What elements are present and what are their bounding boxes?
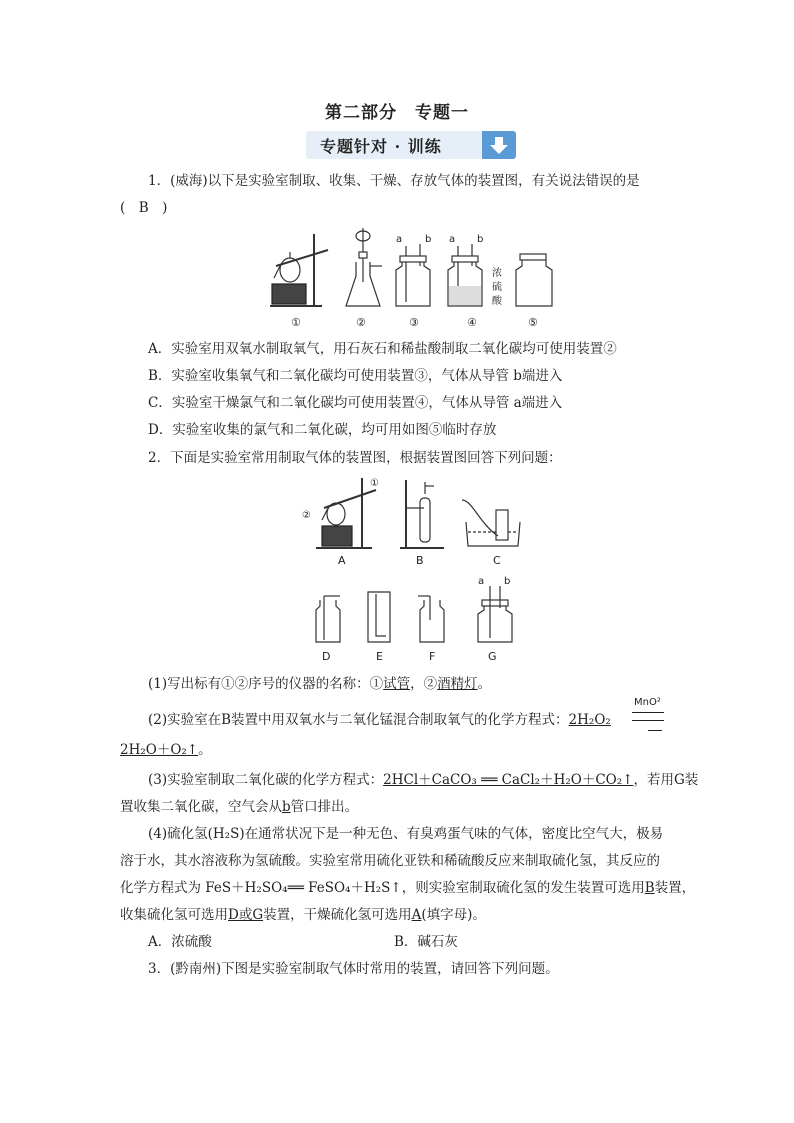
section-banner <box>306 131 516 159</box>
page-title: 第二部分 专题一 <box>325 103 469 123</box>
q2-part4-end: (填字母)。 <box>421 907 486 923</box>
q2-part4-answer-generator: B <box>644 880 655 896</box>
apparatus-5-jar <box>516 254 552 306</box>
q1-fig-label-2: ② <box>356 316 366 329</box>
q1-acid-label-3: 酸 <box>492 296 502 307</box>
q2-part3-equation: 2HCl＋CaCO₃ ══ CaCl₂＋H₂O＋CO₂↑ <box>383 772 634 788</box>
q2-part4-dry-text: 装置，干燥硫化氢可选用 <box>263 907 412 923</box>
q2-part1 <box>148 675 491 693</box>
q2-part3-mid: ，若用G装 <box>633 772 699 788</box>
q1-apparatus-figure <box>266 222 566 334</box>
q2-part2-line2 <box>120 741 212 759</box>
q2-part2-equals-sign <box>632 712 664 721</box>
apparatus-a-heating <box>316 478 376 548</box>
q2-part2-condition: MnO² <box>634 697 661 708</box>
q2-label-g: G <box>488 650 497 663</box>
apparatus-4-drying <box>448 244 482 306</box>
q2-part4-answer-collect: D或G <box>228 907 264 923</box>
q2-part1-answer-1: 试管 <box>383 676 411 692</box>
q2-part4-line1: (4)硫化氢(H₂S)在通常状况下是一种无色、有臭鸡蛋气味的气体，密度比空气大，极易 <box>148 826 664 842</box>
q2-part4-line4 <box>120 906 486 924</box>
q2-label-a: A <box>338 554 346 567</box>
q1-fig-label-5: ⑤ <box>528 316 538 329</box>
q3-stem: 3．(黔南州)下图是实验室制取气体时常用的装置，请回答下列问题。 <box>148 961 559 977</box>
q1-tube-a-label-4: a <box>449 234 456 245</box>
q2-label-e: E <box>376 650 383 663</box>
apparatus-e-bottle <box>368 592 390 642</box>
q2-part3-answer: b <box>282 799 291 815</box>
q2-part4-line2: 溶于水，其水溶液称为氢硫酸。实验室常用硫化亚铁和稀硫酸反应来制取硫化氢，其反应的 <box>120 853 660 869</box>
q2-tube-a-label: a <box>478 576 485 587</box>
banner-text: 专题针对 · 训练 <box>320 137 442 156</box>
q1-option-b: B．实验室收集氧气和二氧化碳均可使用装置③，气体从导管 b端进入 <box>148 368 563 384</box>
q2-part4-line3-end: 装置， <box>654 880 696 896</box>
q2-part4-collect-text: 收集硫化氢可选用 <box>120 907 228 923</box>
q1-acid-label-2: 硫 <box>492 282 502 293</box>
apparatus-g-bottle <box>478 586 512 642</box>
q2-part4-answer-dry: A <box>411 907 422 923</box>
q2-part4-option-a: A．浓硫酸 <box>148 934 212 950</box>
q2-part4-line3 <box>120 879 695 897</box>
q2-part1-prefix: (1)写出标有①②序号的仪器的名称：① <box>148 676 384 692</box>
q2-part3-line2 <box>120 798 358 816</box>
q1-tube-b-label-4: b <box>477 234 484 245</box>
q2-part2-text: (2)实验室在B装置中用双氧水与二氧化锰混合制取氧气的化学方程式： <box>148 712 569 728</box>
apparatus-b-tube <box>400 480 444 548</box>
q1-option-a: A．实验室用双氧水制取氧气，用石灰石和稀盐酸制取二氧化碳均可使用装置② <box>148 341 617 357</box>
q2-part2-dash <box>648 730 662 731</box>
q1-acid-label-1: 浓 <box>492 268 502 279</box>
q2-part3-end: 管口排出。 <box>290 799 359 815</box>
q2-marker-2: ② <box>302 510 311 521</box>
q1-fig-label-3: ③ <box>409 316 419 329</box>
q2-label-d: D <box>322 650 331 663</box>
q2-tube-b-label: b <box>504 576 511 587</box>
q2-label-f: F <box>429 650 436 663</box>
q1-answer: ( B ) <box>120 200 168 216</box>
q2-part1-mid: ，② <box>410 676 438 692</box>
q2-apparatus-bottom <box>306 576 526 666</box>
apparatus-1-heating <box>270 234 328 306</box>
q2-part2-eq-left: 2H₂O₂ <box>568 712 611 728</box>
apparatus-d-bottle <box>316 596 340 642</box>
q1-fig-label-4: ④ <box>467 316 477 329</box>
q2-part1-end: 。 <box>477 676 492 692</box>
q2-part1-answer-2: 酒精灯 <box>437 676 478 692</box>
down-arrow-icon <box>482 131 516 159</box>
q2-part3-line1 <box>148 771 698 789</box>
q2-part3-prefix: (3)实验室制取二氧化碳的化学方程式： <box>148 772 384 788</box>
q2-apparatus-top <box>296 472 536 570</box>
q2-label-b: B <box>416 554 424 567</box>
q1-option-d: D．实验室收集的氯气和二氧化碳，均可用如图⑤临时存放 <box>148 422 497 438</box>
q2-label-c: C <box>493 554 501 567</box>
q2-part3-text: 置收集二氧化碳，空气会从 <box>120 799 282 815</box>
apparatus-f-bottle <box>418 596 444 642</box>
q1-stem: 1．(威海)以下是实验室制取、收集、干燥、存放气体的装置图，有关说法错误的是 <box>148 173 640 189</box>
q2-part2-end: 。 <box>198 742 212 758</box>
q1-tube-b-label-3: b <box>425 234 432 245</box>
q1-tube-a-label-3: a <box>396 234 403 245</box>
q2-part2-eq-right: 2H₂O＋O₂↑ <box>120 742 199 758</box>
apparatus-3-bottle <box>396 244 430 306</box>
q1-fig-label-1: ① <box>291 316 301 329</box>
q2-part4-equation-text: 化学方程式为 FeS＋H₂SO₄══ FeSO₄＋H₂S↑，则实验室制取硫化氢的发生装置可选用 <box>120 880 645 896</box>
q1-option-c: C．实验室干燥氯气和二氧化碳均可使用装置④，气体从导管 a端进入 <box>148 395 563 411</box>
q2-stem: 2．下面是实验室常用制取气体的装置图，根据装置图回答下列问题： <box>148 450 562 466</box>
q2-marker-1: ① <box>370 478 379 489</box>
apparatus-c-trough <box>462 500 520 546</box>
q2-part4-option-b: B．碱石灰 <box>394 934 458 950</box>
q2-part2-line1 <box>148 711 611 729</box>
apparatus-2-flask <box>346 228 382 306</box>
